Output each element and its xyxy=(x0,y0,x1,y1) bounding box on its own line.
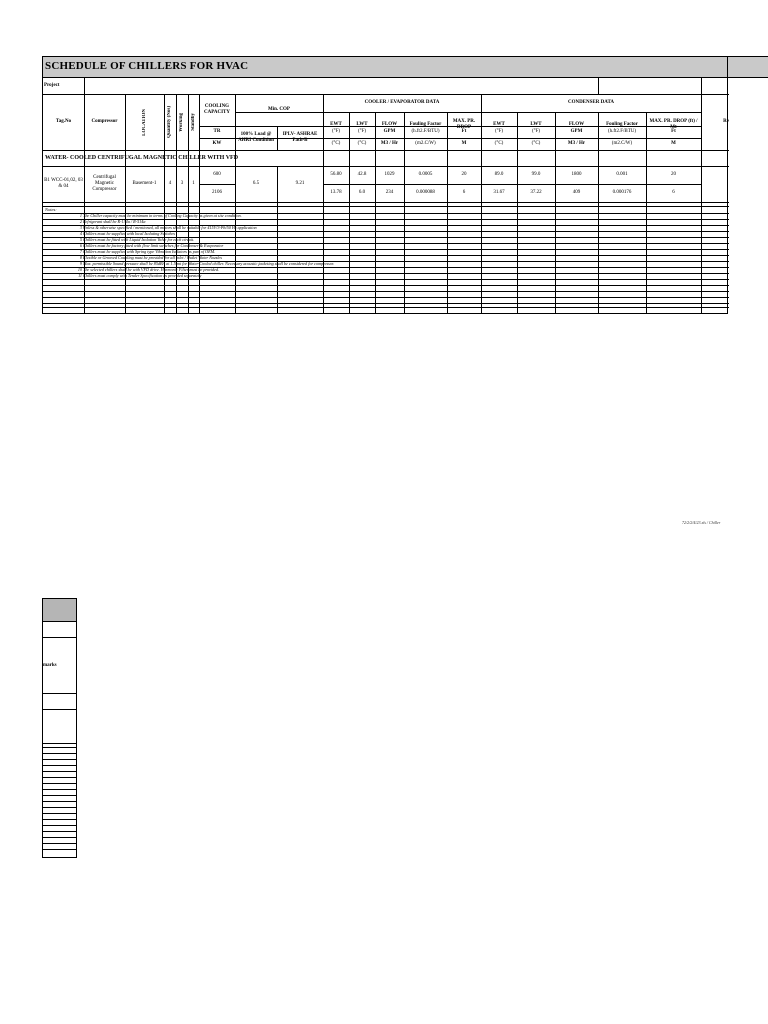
header-cooling-capacity: COOLING CAPACITY xyxy=(203,104,231,115)
row-quantity: 4 xyxy=(168,181,172,186)
note-number: 6 xyxy=(79,243,82,248)
header-condenser-group: CONDENSER DATA xyxy=(567,100,615,105)
condenser-fouling-header: Fouling Factor xyxy=(606,122,638,127)
header-compressor: Compressor xyxy=(91,119,118,124)
cooler-drop-header: MAX. PR. DROP xyxy=(452,119,476,130)
side-remarks-label: marks xyxy=(43,663,57,668)
cond-drop-ft: 20 xyxy=(671,172,676,177)
cond-flow-gpm: 1800 xyxy=(571,172,582,177)
header-full-load: 100% Load @ AHRI Condition xyxy=(238,132,274,143)
cond-drop-unit-m: M xyxy=(671,141,676,146)
header-iplv: IPLV- ASHRAE Path-B xyxy=(282,132,318,143)
condenser-ewt-header: EWT xyxy=(493,122,505,127)
cond-ff-unit-imp: (h.ft2.F/BTU) xyxy=(607,129,637,134)
cooler-ewt-f: 56.80 xyxy=(330,172,342,177)
note-number: 1 xyxy=(79,213,82,218)
header-min-cop: Min. COP xyxy=(268,107,290,112)
note-text: Chillers must comply with Tender Specification as provided separately xyxy=(83,273,202,278)
header-tag-no: Tag.No xyxy=(55,119,72,124)
note-text: Unless & otherwise specified / mentioned, all motors shall be suitable for 415V/3-Ph/50 Hz application xyxy=(83,225,257,230)
row-tr: 600 xyxy=(213,172,221,177)
note-number: 11 xyxy=(78,273,82,278)
cooler-drop-unit-m: M xyxy=(461,141,467,146)
cond-lwt-unit-f: (°F) xyxy=(531,129,541,134)
cooler-ewt-header: EWT xyxy=(330,122,342,127)
note-text: Chillers must be factory fitted with flow limit switches for Condenser & Evaporator xyxy=(83,243,224,248)
cond-lwt-f: 99.0 xyxy=(531,172,541,177)
note-text: Refrigerant shall be R-134a / R-514a xyxy=(83,219,146,224)
cooler-lwt-unit-c: (°C) xyxy=(357,141,367,146)
title-bar-extension xyxy=(728,56,768,78)
cooler-ff-imp: 0.0005 xyxy=(418,172,433,177)
note-text: Max. permissible Sound pressure shall be 85dBA at 1.5-mt for Water-Cooled chiller. Necessary acoustic jacketing shall be considered for compressor. xyxy=(83,261,335,266)
project-label: Project xyxy=(44,83,60,88)
header-working: Working xyxy=(179,112,184,132)
cond-ff-unit-si: (m2.C/W) xyxy=(611,141,633,146)
cooler-ff-unit-si: (m2.C/W) xyxy=(415,141,436,146)
cooler-ewt-unit-f: (°F) xyxy=(331,129,341,134)
cond-flow-unit-gpm: GPM xyxy=(570,129,583,134)
page-title: SCHEDULE OF CHILLERS FOR HVAC xyxy=(45,60,249,72)
cooler-lwt-f: 42.8 xyxy=(357,172,367,177)
note-number: 4 xyxy=(79,231,82,236)
cond-ewt-unit-c: (°C) xyxy=(494,141,504,146)
cond-drop-unit-ft: Ft xyxy=(671,129,676,134)
cond-ewt-c: 31.67 xyxy=(493,190,505,195)
cooler-flow-gpm: 1029 xyxy=(384,172,395,177)
note-number: 3 xyxy=(79,225,82,230)
cooler-flow-unit-gpm: GPM xyxy=(383,129,396,134)
cond-ff-si: 0.000176 xyxy=(612,190,632,195)
cond-ff-imp: 0.001 xyxy=(616,172,628,177)
condenser-lwt-header: LWT xyxy=(530,122,542,127)
row-location: Basement-1 xyxy=(132,181,157,186)
row-working: 3 xyxy=(180,181,184,186)
cooler-ff-si: 0.000088 xyxy=(416,190,435,195)
cooler-lwt-c: 6.0 xyxy=(358,190,366,195)
cooler-drop-unit-ft: Ft xyxy=(461,129,467,134)
header-standby: Standby xyxy=(190,113,196,131)
note-text: Flexible or Grooved Coupling must be provided for all Inlet / Outlet Water Nozzles xyxy=(83,255,222,260)
header-remarks: Re xyxy=(723,119,729,124)
note-number: 9 xyxy=(79,261,82,266)
cond-ewt-unit-f: (°F) xyxy=(494,129,504,134)
note-text: The Chiller capacity must be minimum in terms of Cooling Capacity as given at site condition. xyxy=(83,213,242,218)
row-standby: 1 xyxy=(192,181,195,186)
cond-ewt-f: 89.0 xyxy=(494,172,504,177)
row-tag: B1 WCC-01,02, 03 & 04 xyxy=(44,178,83,189)
cond-flow-unit-m3: M3 / Hr xyxy=(567,141,586,146)
note-text: Chillers must be supplied with local Isolating Switches xyxy=(83,231,176,236)
cooler-fouling-header: Fouling Factor xyxy=(409,122,442,127)
schedule-table xyxy=(42,78,728,314)
note-text: Chillers must be fitted with Liquid Isolation Valve for each circuit. xyxy=(83,237,195,242)
section-title: WATER- COOLED CENTRIFUGAL MAGNETIC CHILLER WITH VFD xyxy=(45,155,239,161)
note-text: Chillers must be supplied with Spring type Vibration Isolators as part of OEM. xyxy=(83,249,216,254)
cond-drop-m: 6 xyxy=(672,190,675,195)
cooler-drop-ft: 20 xyxy=(461,172,467,177)
cond-flow-m3: 409 xyxy=(572,190,581,195)
note-number: 5 xyxy=(79,237,82,242)
cooler-lwt-header: LWT xyxy=(356,122,368,127)
cooler-ff-unit-imp: (h.ft2.F/BTU) xyxy=(411,129,440,134)
unit-kw: KW xyxy=(212,141,222,146)
note-number: 2 xyxy=(79,219,82,224)
cooler-ewt-c: 13.78 xyxy=(330,190,342,195)
header-quantity: Quantity (Nos) xyxy=(167,106,172,138)
cooler-drop-m: 6 xyxy=(462,190,466,195)
row-iplv: 9.21 xyxy=(295,181,305,186)
header-location: LOCATION xyxy=(141,108,147,136)
note-number: 7 xyxy=(79,249,82,254)
note-number: 8 xyxy=(79,255,82,260)
cooler-flow-m3: 234 xyxy=(385,190,394,195)
notes-label: Notes: xyxy=(45,207,57,212)
condenser-flow-header: FLOW xyxy=(568,122,585,127)
condenser-drop-header: MAX. PR. DROP (ft) / Mt xyxy=(649,119,698,130)
cond-lwt-unit-c: (°C) xyxy=(531,141,541,146)
cond-lwt-c: 37.22 xyxy=(530,190,542,195)
cooler-flow-header: FLOW xyxy=(381,122,398,127)
row-kw: 2106 xyxy=(212,190,222,195)
row-compressor: Centrifugal Magnetic Compressor xyxy=(92,175,117,192)
file-reference: 72/2/2/4/23.xls / Chiller xyxy=(682,520,721,525)
row-cop-full: 6.5 xyxy=(252,181,260,186)
side-strip xyxy=(42,598,77,858)
note-text: The selected chillers shall be with VFD drive. Harmonic Filter must be provided. xyxy=(83,267,220,272)
note-number: 10 xyxy=(77,267,82,272)
cooler-ewt-unit-c: (°C) xyxy=(331,141,341,146)
header-cooler-group: COOLER / EVAPORATOR DATA xyxy=(364,100,440,105)
cooler-flow-unit-m3: M3 / Hr xyxy=(380,141,399,146)
unit-tr: TR xyxy=(213,129,221,134)
cooler-lwt-unit-f: (°F) xyxy=(357,129,367,134)
